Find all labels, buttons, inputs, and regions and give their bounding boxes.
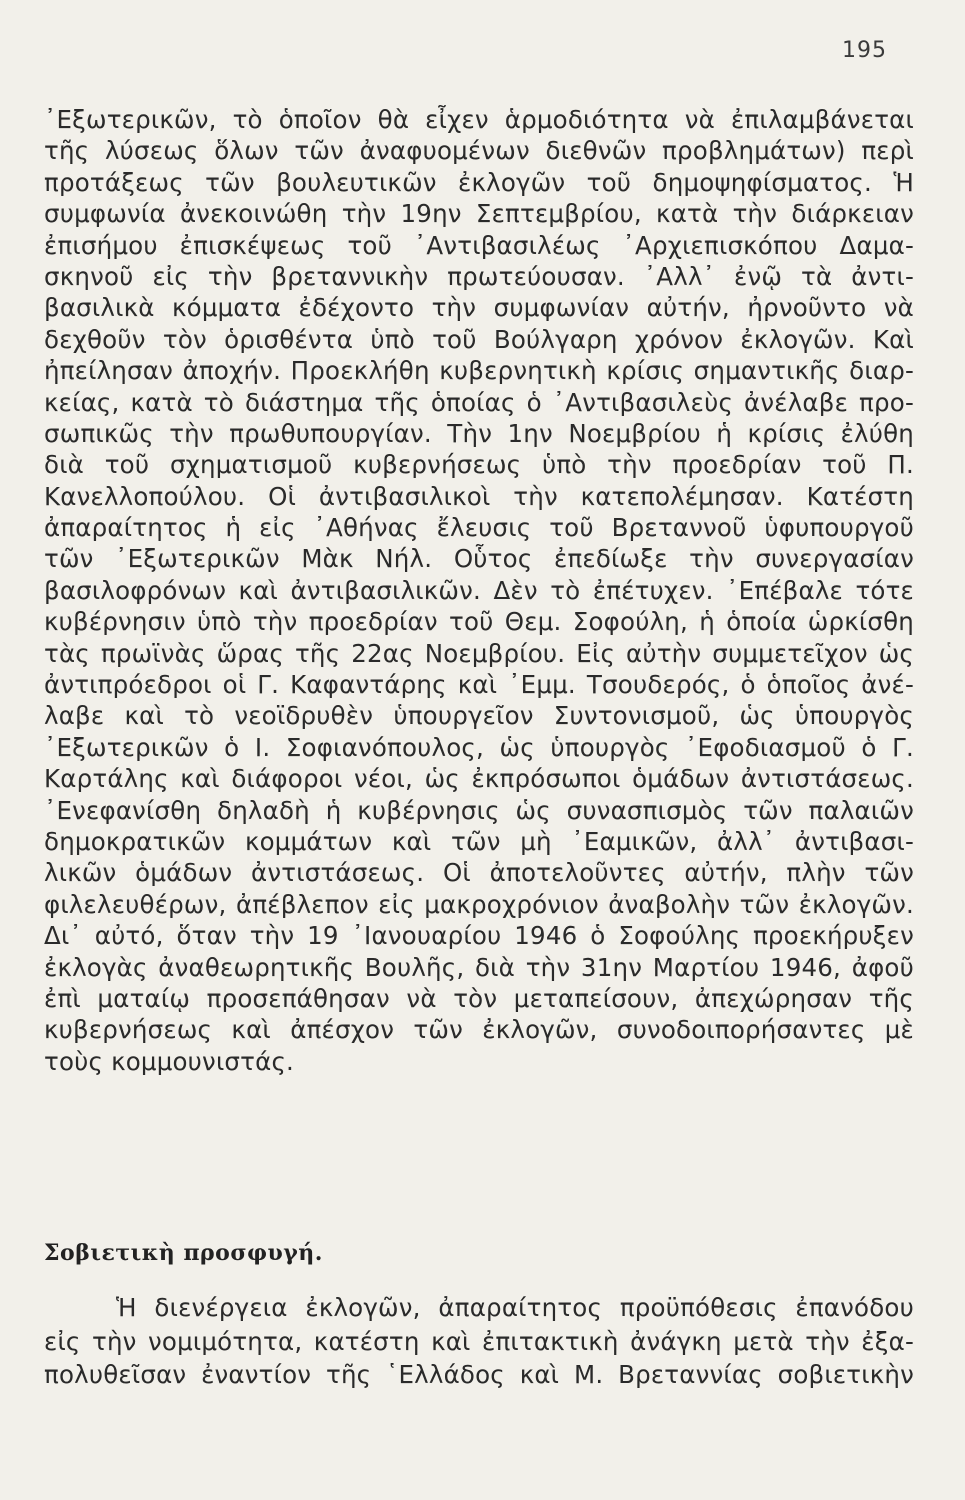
page-number: 195 bbox=[842, 38, 887, 63]
text-line: λικῶν ὁμάδων ἀντιστάσεως. Οἱ ἀποτελοῦντες αὐτήν, πλὴν τῶν bbox=[44, 858, 914, 888]
text-line: φιλελευθέρων, ἀπέβλεπον εἰς μακροχρόνιον ἀναβολὴν τῶν ἐκλογῶν. bbox=[44, 889, 914, 919]
text-line: ᾿Εξωτερικῶν ὁ Ι. Σοφιανόπουλος, ὡς ὑπουργὸς ᾿Εφοδιασμοῦ ὁ Γ. bbox=[44, 732, 914, 762]
paragraph-2 bbox=[44, 1291, 914, 1392]
text-line: σωπικῶς τὴν πρωθυπουργίαν. Τὴν 1ην Νοεμβρίου ἡ κρίσις ἐλύθη bbox=[44, 418, 914, 448]
text-line: ἠπείλησαν ἀποχήν. Προεκλήθη κυβερνητικὴ κρίσις σημαντικῆς διαρ- bbox=[44, 356, 914, 386]
text-line: τὰς πρωϊνὰς ὥρας τῆς 22ας Νοεμβρίου. Εἰς αὐτὴν συμμετεῖχον ὡς bbox=[44, 638, 914, 668]
text-line: προτάξεως τῶν βουλευτικῶν ἐκλογῶν τοῦ δημοψηφίσματος. Ἡ bbox=[44, 167, 914, 197]
text-line: εἰς τὴν νομιμότητα, κατέστη καὶ ἐπιτακτικὴ ἀνάγκη μετὰ τὴν ἐξα- bbox=[44, 1326, 914, 1356]
text-line: πολυθεῖσαν ἐναντίον τῆς ῾Ελλάδος καὶ Μ. Βρεταννίας σοβιετικὴν bbox=[44, 1360, 914, 1389]
text-line: κυβερνήσεως καὶ ἀπέσχον τῶν ἐκλογῶν, συνοδοιπορήσαντες μὲ bbox=[44, 1015, 914, 1045]
text-line: τοὺς κομμουνιστάς. bbox=[44, 1046, 295, 1076]
text-line: διὰ τοῦ σχηματισμοῦ κυβερνήσεως ὑπὸ τὴν προεδρίαν τοῦ Π. bbox=[44, 450, 914, 480]
text-line: σκηνοῦ εἰς τὴν βρεταννικὴν πρωτεύουσαν. ᾿Αλλ᾿ ἐνῷ τὰ ἀντι- bbox=[44, 261, 914, 291]
text-line: λαβε καὶ τὸ νεοϊδρυθὲν ὑπουργεῖον Συντονισμοῦ, ὡς ὑπουργὸς bbox=[44, 701, 914, 731]
text-line: δεχθοῦν τὸν ὁρισθέντα ὑπὸ τοῦ Βούλγαρη χρόνον ἐκλογῶν. Καὶ bbox=[44, 324, 914, 354]
text-line: βασιλοφρόνων καὶ ἀντιβασιλικῶν. Δὲν τὸ ἐπέτυχεν. ᾿Επέβαλε τότε bbox=[44, 575, 914, 605]
text-line: ἀντιπρόεδροι οἱ Γ. Καφαντάρης καὶ ᾿Εμμ. Τσουδερός, ὁ ὁποῖος ἀνέ- bbox=[44, 670, 914, 700]
text-line: ᾿Ενεφανίσθη δηλαδὴ ἡ κυβέρνησις ὡς συνασπισμὸς τῶν παλαιῶν bbox=[44, 795, 914, 825]
section-heading-block bbox=[44, 1237, 914, 1269]
section-heading: Σοβιετικὴ προσφυγή. bbox=[44, 1240, 323, 1266]
text-line: ἀπαραίτητος ἡ εἰς ᾿Αθήνας ἔλευσις τοῦ Βρεταννοῦ ὑφυπουργοῦ bbox=[44, 513, 914, 543]
text-line: Δι᾿ αὐτό, ὅταν τὴν 19 ᾿Ιανουαρίου 1946 ὁ Σοφούλης προεκήρυξεν bbox=[44, 921, 914, 951]
text-line: ἐπισήμου ἐπισκέψεως τοῦ ᾿Αντιβασιλέως ᾿Αρχιεπισκόπου Δαμα- bbox=[44, 230, 914, 260]
text-line: δημοκρατικῶν κομμάτων καὶ τῶν μὴ ᾿Εαμικῶν, ἀλλ᾿ ἀντιβασι- bbox=[44, 826, 914, 856]
text-line: κείας, κατὰ τὸ διάστημα τῆς ὁποίας ὁ ᾿Αντιβασιλεὺς ἀνέλαβε προ- bbox=[44, 387, 914, 417]
paragraph-1 bbox=[44, 104, 914, 1077]
text-line: βασιλικὰ κόμματα ἐδέχοντο τὴν συμφωνίαν αὐτήν, ἠρνοῦντο νὰ bbox=[44, 293, 914, 323]
text-line: Καρτάλης καὶ διάφοροι νέοι, ὡς ἐκπρόσωποι ὁμάδων ἀντιστάσεως. bbox=[44, 764, 914, 794]
text-line: Κανελλοπούλου. Οἱ ἀντιβασιλικοὶ τὴν κατεπολέμησαν. Κατέστη bbox=[44, 481, 914, 511]
text-line: τῆς λύσεως ὅλων τῶν ἀναφυομένων διεθνῶν προβλημάτων) περὶ bbox=[44, 136, 914, 166]
text-line: τῶν ᾿Εξωτερικῶν Μὰκ Νήλ. Οὗτος ἐπεδίωξε τὴν συνεργασίαν bbox=[44, 544, 914, 574]
text-line: ἐκλογὰς ἀναθεωρητικῆς Βουλῆς, διὰ τὴν 31ην Μαρτίου 1946, ἀφοῦ bbox=[44, 952, 914, 982]
text-line: ἐπὶ ματαίῳ προσεπάθησαν νὰ τὸν μεταπείσουν, ἀπεχώρησαν τῆς bbox=[44, 983, 914, 1013]
text-line: ᾿Εξωτερικῶν, τὸ ὁποῖον θὰ εἶχεν ἁρμοδιότητα νὰ ἐπιλαμβάνεται bbox=[44, 105, 914, 134]
text-line: Ἡ διενέργεια ἐκλογῶν, ἀπαραίτητος προϋπόθεσις ἐπανόδου bbox=[116, 1293, 914, 1322]
text-line: κυβέρνησιν ὑπὸ τὴν προεδρίαν τοῦ Θεμ. Σοφούλη, ἡ ὁποία ὡρκίσθη bbox=[44, 607, 914, 637]
text-line: συμφωνία ἀνεκοινώθη τὴν 19ην Σεπτεμβρίου, κατὰ τὴν διάρκειαν bbox=[44, 199, 914, 229]
